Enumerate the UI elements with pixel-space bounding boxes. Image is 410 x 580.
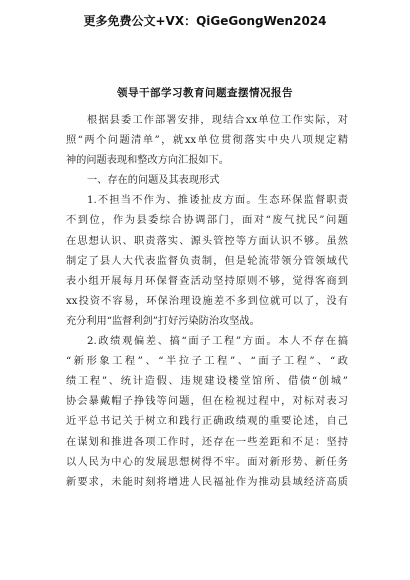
paragraph-line: “新形象工程”、“半拉子工程”、“面子工程”、“政 bbox=[66, 356, 348, 368]
paragraph-line: 根据县委工作部署安排，现结合xx单位工作实际，对 bbox=[87, 115, 348, 126]
paragraph-line: 1.不担当不作为、推诿扯皮方面。生态环保监督职责 bbox=[87, 195, 348, 207]
watermark-header: 更多免费公文+VX：QiGeGongWen2024 bbox=[83, 14, 327, 28]
paragraph-line: 以人民为中心的发展思想树得不牢。面对新形势、新任务 bbox=[66, 456, 348, 468]
paragraph-line: 协会暴戴帽子挣钱等问题，但在检视过程中，对标对表习 bbox=[66, 396, 348, 408]
paragraph-line: 充分利用“监督利剑”打好污染防治攻坚战。 bbox=[66, 315, 260, 327]
paragraph-line: xx投资不容易，环保治理设施差不多到位就可以了，没有 bbox=[66, 295, 348, 307]
paragraph-line: 绩工程”、统计造假、违规建设楼堂馆所、借债“创城” bbox=[66, 376, 348, 388]
paragraph-line: 在谋划和推进各项工作时，还存在一些差距和不足：坚持 bbox=[66, 436, 348, 448]
paragraph-line: 在思想认识、职责落实、源头管控等方面认识不够。虽然 bbox=[66, 235, 348, 247]
paragraph-line: 新要求，未能时刻将增进人民福祉作为推动县域经济高质 bbox=[66, 476, 348, 488]
paragraph-line: 表小组开展每月环保督查活动坚持原则不够，觉得客商到 bbox=[66, 275, 348, 287]
paragraph-line: 制定了县人大代表监督负责制，但是轮流带领分管领域代 bbox=[66, 255, 348, 267]
paragraph-line: 近平总书记关于树立和践行正确政绩观的重要论述，自己 bbox=[66, 416, 348, 428]
document-body bbox=[66, 111, 348, 493]
section-heading: 一、存在的问题及其表现形式 bbox=[87, 175, 220, 187]
paragraph-line: 照“两个问题清单”，就xx单位贯彻落实中央八项规定精 bbox=[66, 135, 348, 147]
paragraph-line: 神的问题表现和整改方向汇报如下。 bbox=[66, 155, 229, 167]
paragraph-line: 不到位，作为县委综合协调部门，面对“废气扰民”问题 bbox=[66, 215, 348, 227]
paragraph-line: 2.政绩观偏差、搞“面子工程”方面。本人不存在搞 bbox=[87, 336, 348, 348]
document-title: 领导干部学习教育问题查摆情况报告 bbox=[117, 87, 293, 99]
